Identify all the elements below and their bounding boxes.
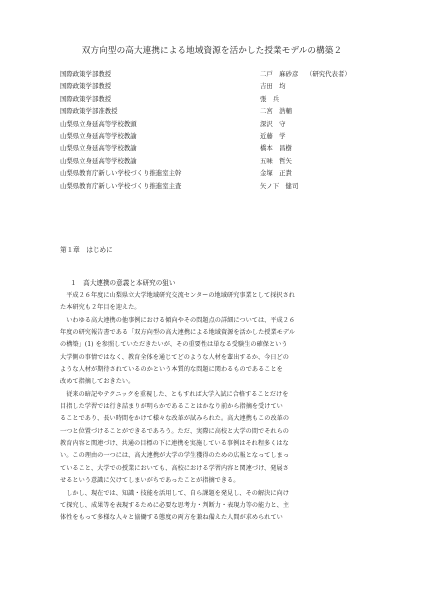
body-line: 一つと位置づけることができるであろう。ただ、実際に高校と大学の間でそれらの xyxy=(60,427,289,435)
body-line: 体性をもって多様な人々と協働する態度の両方を兼ね備えた人間が求められてい xyxy=(60,514,283,522)
author-list xyxy=(60,68,380,192)
author-affiliation: 山梨県立身延高等学校教諭 xyxy=(60,131,137,140)
author-role: （研究代表者） xyxy=(306,70,351,78)
body-line: しかし、現在では、知識・技能を活用して、自ら課題を発見し、その解決に向け xyxy=(60,489,289,497)
body-line: 教育内容と関連づけ、共通の目標の下に連携を実施している事例はそれ程多くはな xyxy=(60,440,289,448)
author-row xyxy=(60,118,380,130)
body-line: いわゆる高大連携の他事例における傾向やその問題点の詳細については、平成２６ xyxy=(60,316,296,324)
author-row xyxy=(60,167,380,179)
author-affiliation: 国際政策学部教授 xyxy=(60,70,112,78)
author-name: 深沢 守 xyxy=(260,119,286,128)
author-row xyxy=(60,68,380,80)
author-row xyxy=(60,180,380,192)
author-name: 張 兵 xyxy=(260,94,280,103)
author-row xyxy=(60,93,380,105)
body-line: 平成２６年度に山梨県立大学地域研究交流センターの地域研究事業として採択され xyxy=(60,292,296,299)
document-title: 双方向型の高大連携による地域資源を活かした授業モデルの構築２ xyxy=(81,46,343,56)
author-row xyxy=(60,142,380,154)
body-line: い。この理由の一つには、高大連携が大学の学生獲得のための広報となってしまっ xyxy=(60,452,290,460)
author-row xyxy=(60,155,380,167)
author-name: 近藤 学 xyxy=(260,131,286,140)
body-line: ていること、大学での授業においても、高校における学習内容と関連づけ、発展さ xyxy=(60,464,289,472)
author-name: 吉田 均 xyxy=(260,82,286,91)
author-affiliation: 山梨県立身延高等学校教頭 xyxy=(60,119,137,128)
chapter-heading: 第１章 はじめに xyxy=(60,246,113,254)
author-affiliation: 国際政策学部教授 xyxy=(60,82,112,91)
body-line: の構築」(1) を参照していただきたいが、その重要性は単なる受験生の確保という xyxy=(60,341,288,349)
body-line: ることであり、長い時間をかけて様々な改革が試みられた。高大連携もこの改革の xyxy=(60,415,290,423)
author-name: 金塚 正貴 xyxy=(260,169,292,178)
author-affiliation: 国際政策学部教授 xyxy=(60,94,112,103)
author-row xyxy=(60,130,380,142)
body-line: 改めて指摘しておきたい。 xyxy=(60,378,135,386)
author-name: 二宮 浩輔 xyxy=(260,107,292,116)
author-affiliation: 山梨県立身延高等学校教諭 xyxy=(60,156,137,165)
author-affiliation: 山梨県教育庁新しい学校づくり推進室主幹 xyxy=(60,169,182,178)
author-name: 橋本 昌樹 xyxy=(260,144,292,153)
body-text xyxy=(60,290,380,525)
author-affiliation: 国際政策学部准教授 xyxy=(60,107,118,116)
author-name: 矢ノ下 健司 xyxy=(260,181,299,190)
author-affiliation: 山梨県立身延高等学校教諭 xyxy=(60,144,137,153)
body-line: せるという意識に欠けてしまいがちであったことが指摘できる。 xyxy=(60,477,240,485)
author-row xyxy=(60,105,380,117)
author-name: 五味 哲矢 xyxy=(260,156,292,165)
body-line: 従来の暗記やテクニックを重視した、ともすれば大学入試に合格することだけを xyxy=(60,390,289,398)
author-affiliation: 山梨県教育庁新しい学校づくり推進室主査 xyxy=(60,181,182,190)
author-row xyxy=(60,80,380,92)
body-line: 大学側の事情ではなく、教育全体を通じてどのような人材を輩出するか、今日どの xyxy=(60,353,289,361)
section-heading: １ 高大連携の意義と本研究の狙い xyxy=(70,279,176,287)
author-name: 二戸 麻砂彦 xyxy=(260,70,299,78)
body-line: た本研究も２年目を迎えた。 xyxy=(60,304,141,312)
body-line: ような人材が期待されているのかという本質的な問題に関わるものであることを xyxy=(60,366,283,374)
body-line: て探究し、成果等を表現するために必要な思考力・判断力・表現力等の能力と、主 xyxy=(60,501,290,509)
body-line: 年度の研究報告書である「双方向型の高大連携による地域資源を活かした授業モデル xyxy=(60,329,295,337)
body-line: 目指した学習では行き詰まりが明らかであることはかなり前から指摘を受けてい xyxy=(60,403,283,411)
